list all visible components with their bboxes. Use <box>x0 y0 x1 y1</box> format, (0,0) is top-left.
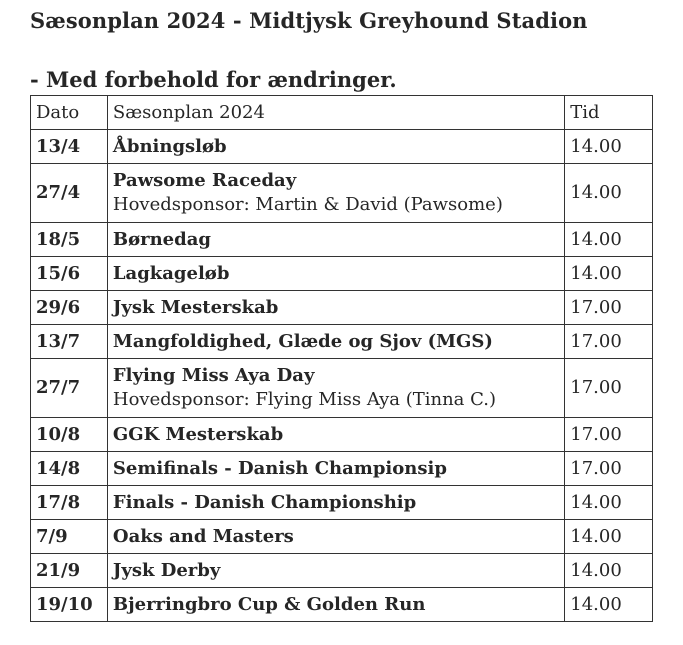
table-row <box>31 359 653 418</box>
table-row <box>31 130 653 164</box>
table-row <box>31 223 653 257</box>
row-event <box>107 130 564 164</box>
event-name: Semifinals - Danish Championsip <box>112 457 447 479</box>
row-time: 14.00 <box>565 520 653 554</box>
table-row <box>31 520 653 554</box>
event-name: Flying Miss Aya Day <box>112 365 315 386</box>
row-time: 14.00 <box>565 164 653 223</box>
row-event <box>107 257 564 291</box>
event-name: Åbningsløb <box>112 135 227 157</box>
row-event <box>107 588 564 622</box>
row-date: 27/7 <box>31 359 108 418</box>
column-header-date: Dato <box>31 96 108 130</box>
event-name: Jysk Mesterskab <box>112 296 279 318</box>
row-event <box>107 452 564 486</box>
row-time: 17.00 <box>565 452 653 486</box>
row-date: 13/4 <box>31 130 108 164</box>
event-sponsor: Hovedsponsor: Martin & David (Pawsome) <box>112 194 503 215</box>
row-time: 14.00 <box>565 486 653 520</box>
row-date: 7/9 <box>31 520 108 554</box>
row-date: 14/8 <box>31 452 108 486</box>
row-date: 17/8 <box>31 486 108 520</box>
table-row <box>31 554 653 588</box>
table-row <box>31 291 653 325</box>
row-event <box>107 223 564 257</box>
table-body <box>31 130 653 622</box>
row-event <box>107 164 564 223</box>
row-date: 19/10 <box>31 588 108 622</box>
row-date: 15/6 <box>31 257 108 291</box>
table-row <box>31 486 653 520</box>
row-date: 18/5 <box>31 223 108 257</box>
event-name: GGK Mesterskab <box>112 423 284 445</box>
row-time: 14.00 <box>565 588 653 622</box>
row-event <box>107 359 564 418</box>
row-event <box>107 291 564 325</box>
row-time: 14.00 <box>565 223 653 257</box>
page-subtitle: - Med forbehold for ændringer. <box>30 67 397 92</box>
event-name: Bjerringbro Cup & Golden Run <box>112 593 426 615</box>
row-time: 14.00 <box>565 257 653 291</box>
row-date: 13/7 <box>31 325 108 359</box>
row-time: 14.00 <box>565 130 653 164</box>
row-time: 17.00 <box>565 291 653 325</box>
row-event <box>107 325 564 359</box>
event-name: Oaks and Masters <box>112 525 294 547</box>
row-time: 14.00 <box>565 554 653 588</box>
row-event <box>107 418 564 452</box>
table-row <box>31 257 653 291</box>
event-name: Lagkageløb <box>112 262 230 284</box>
table-header-row <box>31 96 653 130</box>
event-name: Finals - Danish Championship <box>112 491 417 513</box>
column-header-time: Tid <box>565 96 653 130</box>
event-sponsor: Hovedsponsor: Flying Miss Aya (Tinna C.) <box>112 389 497 410</box>
row-event <box>107 486 564 520</box>
row-date: 29/6 <box>31 291 108 325</box>
row-date: 10/8 <box>31 418 108 452</box>
row-event <box>107 554 564 588</box>
event-name: Pawsome Raceday <box>112 170 297 191</box>
row-date: 21/9 <box>31 554 108 588</box>
table-row <box>31 452 653 486</box>
event-name: Mangfoldighed, Glæde og Sjov (MGS) <box>112 330 493 352</box>
event-name: Jysk Derby <box>112 559 221 581</box>
row-time: 17.00 <box>565 418 653 452</box>
event-name: Børnedag <box>112 228 211 250</box>
row-time: 17.00 <box>565 325 653 359</box>
table-row <box>31 588 653 622</box>
row-date: 27/4 <box>31 164 108 223</box>
row-time: 17.00 <box>565 359 653 418</box>
row-event <box>107 520 564 554</box>
table-row <box>31 164 653 223</box>
table-row <box>31 325 653 359</box>
page-title: Sæsonplan 2024 - Midtjysk Greyhound Stadion <box>30 8 588 33</box>
column-header-event: Sæsonplan 2024 <box>107 96 564 130</box>
season-schedule-table <box>30 95 653 622</box>
table-row <box>31 418 653 452</box>
